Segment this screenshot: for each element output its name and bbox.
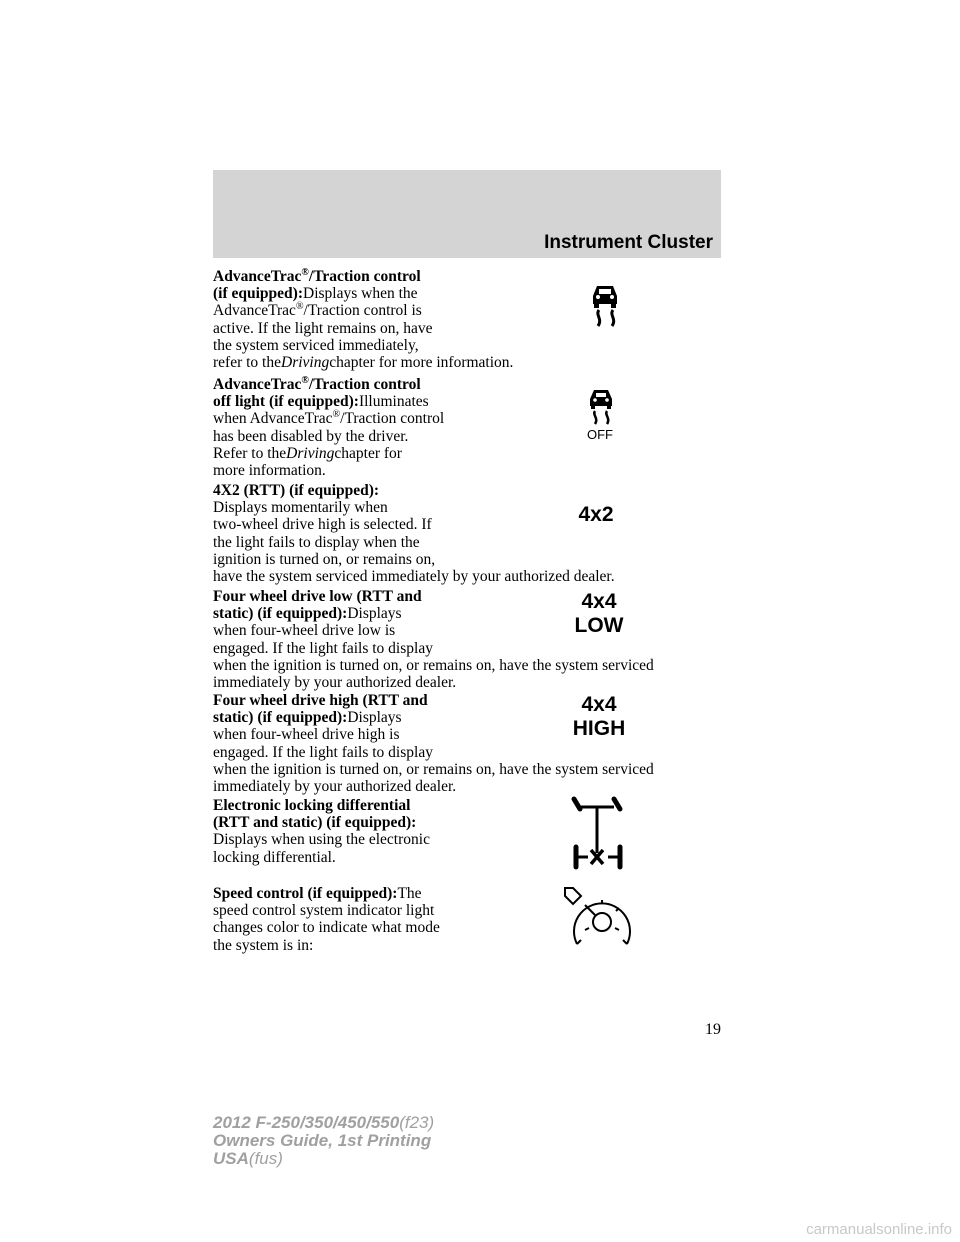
page-number: 19	[705, 1021, 721, 1038]
4x4-high-indicator-icon	[562, 693, 636, 741]
section-title: Instrument Cluster	[544, 232, 713, 253]
entry-traction-control-off: AdvanceTrac®/Traction control off light (if equipped):Illuminates when AdvanceTrac®/Traction control has been disabled by the driver. Refer to theDrivingchapter for more information.	[213, 374, 445, 480]
traction-control-off-icon	[583, 386, 619, 426]
locking-differential-icon	[570, 793, 626, 871]
footer-model-code: (f23)	[399, 1113, 435, 1132]
4x4-low-indicator-icon	[564, 590, 634, 638]
4x4-low-label-top: 4x4	[581, 590, 617, 613]
watermark: carmanualsonline.info	[806, 1221, 952, 1238]
footer-market: USA	[213, 1149, 249, 1168]
footer-edition: Owners Guide, 1st Printing	[213, 1131, 432, 1150]
traction-control-icon	[585, 280, 625, 332]
entry-4x4-low: Four wheel drive low (RTT and static) (if equipped):Displays when four-wheel drive low is engaged. If the light fails to display when the ignition is turned on, or remains on, have the system serviced immediately by your authorized dealer.	[213, 588, 654, 692]
4x4-high-label-top: 4x4	[581, 693, 617, 716]
traction-off-label: OFF	[587, 427, 613, 442]
entry-4x4-high: Four wheel drive high (RTT and static) (if equipped):Displays when four-wheel drive high is engaged. If the light fails to display when the ignition is turned on, or remains on, have the system serviced immediately by your authorized dealer.	[213, 692, 654, 796]
entry-speed-control: Speed control (if equipped):The speed control system indicator light changes color to indicate what mode the system is in:	[213, 885, 440, 954]
footer-model: 2012 F-250/350/450/550	[213, 1113, 400, 1132]
print-footer	[213, 1114, 434, 1168]
footer-market-code: (fus)	[248, 1149, 283, 1168]
4x2-indicator-icon: 4x2	[578, 503, 614, 526]
entry-traction-control: AdvanceTrac®/Traction control (if equipped):Displays when the AdvanceTrac®/Traction control is active. If the light remains on, have the system serviced immediately, refer to theDrivingchapter for more information.	[213, 266, 514, 372]
section-header	[213, 170, 721, 258]
speed-control-icon	[563, 886, 639, 948]
4x4-low-label-bottom: LOW	[574, 614, 624, 637]
entry-4x2: 4X2 (RTT) (if equipped): Displays momentarily when two-wheel drive high is selected. If the light fails to display when the ignition is turned on, or remains on, have the system serviced immediately by your authorized dealer.	[213, 482, 615, 586]
4x4-high-label-bottom: HIGH	[572, 717, 626, 740]
entry-locking-differential: Electronic locking differential (RTT and static) (if equipped): Displays when using the electronic locking differential.	[213, 797, 430, 866]
